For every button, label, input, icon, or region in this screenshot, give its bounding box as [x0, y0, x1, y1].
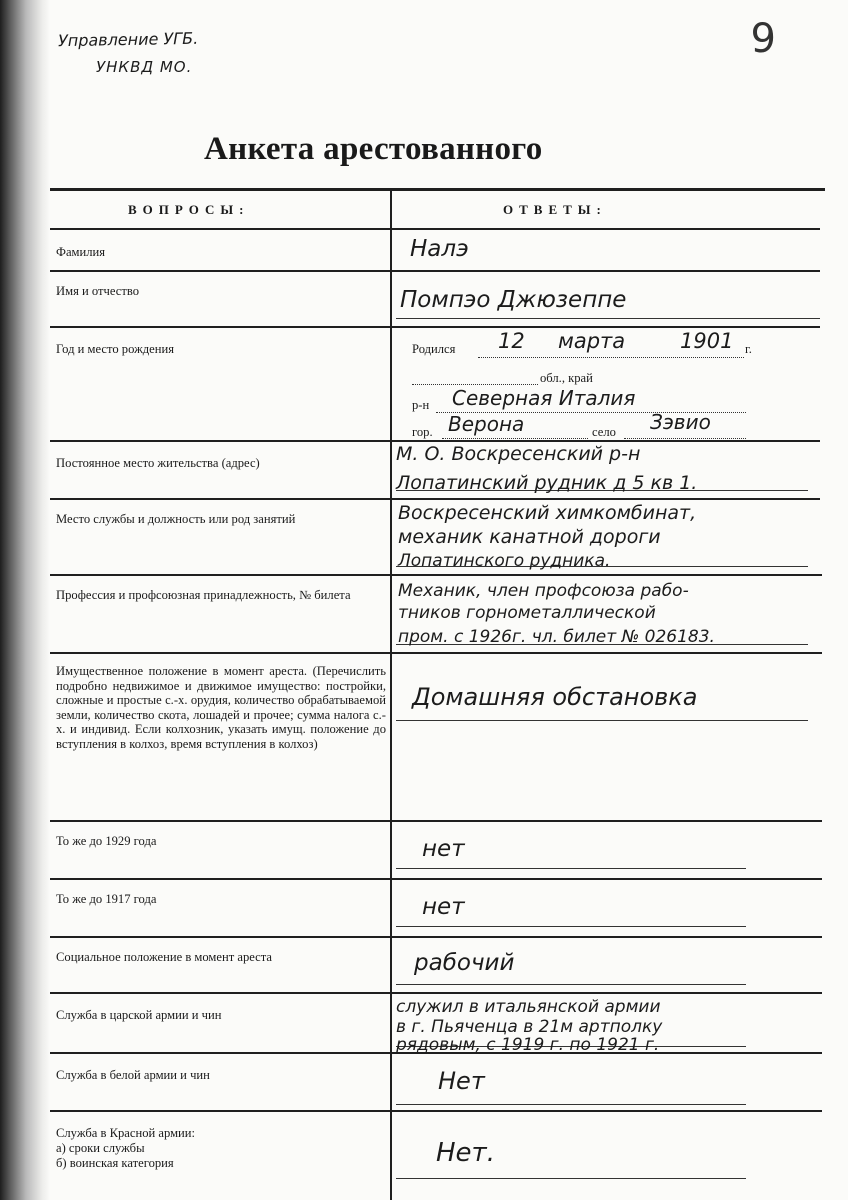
social-status-question: Социальное положение в момент ареста: [56, 950, 273, 964]
column-divider: [390, 188, 392, 1200]
name-answer: Помпэо Джюзеппе: [400, 287, 627, 313]
folio-number: 9: [750, 16, 776, 62]
binding-shadow: [0, 0, 50, 1200]
workplace-question: Место службы и должность или род занятий: [56, 512, 296, 526]
white-army-question: Служба в белой армии и чин: [56, 1068, 210, 1082]
tsarist-army-question: Служба в царской армии и чин: [56, 1008, 222, 1022]
answer-line: [396, 868, 746, 869]
white-army-answer: Нет: [438, 1067, 485, 1095]
born-label: Родился: [412, 342, 456, 356]
row-separator: [50, 270, 820, 272]
answer-line: [396, 1104, 746, 1105]
social-status-answer: рабочий: [414, 950, 515, 976]
tsarist-army-answer-line3: рядовым, с 1919 г. по 1921 г.: [396, 1035, 660, 1055]
birth-question: Год и место рождения: [56, 342, 175, 356]
profession-question: Профессия и профсоюзная принадлежность, № билета: [56, 588, 351, 602]
surname-question: Фамилия: [56, 245, 106, 259]
row-separator: [50, 326, 820, 328]
before-1929-question: То же до 1929 года: [56, 834, 157, 848]
name-question: Имя и отчество: [56, 284, 140, 298]
profession-answer-line1: Механик, член профсоюза рабо-: [398, 581, 689, 601]
red-army-answer: Нет.: [436, 1138, 495, 1168]
answers-column-header: ОТВЕТЫ:: [503, 202, 607, 217]
before-1917-question: То же до 1917 года: [56, 892, 157, 906]
birth-rayon: Северная Италия: [452, 386, 636, 410]
answer-line: [396, 318, 820, 319]
birth-village: Зэвио: [650, 410, 711, 434]
property-answer: Домашняя обстановка: [412, 683, 698, 711]
row-separator: [50, 574, 822, 576]
department-stamp-line1: Управление УГБ.: [57, 28, 199, 51]
workplace-answer-line2: механик канатной дороги: [398, 526, 661, 548]
row-separator: [50, 820, 822, 822]
row-separator: [50, 936, 822, 938]
workplace-answer-line3: Лопатинского рудника.: [398, 551, 611, 571]
before-1917-answer: нет: [422, 894, 465, 920]
profession-answer-line2: тников горнометаллической: [398, 603, 656, 623]
answer-line: [396, 720, 808, 721]
row-separator: [50, 1110, 822, 1112]
answer-line: [396, 1178, 746, 1179]
surname-answer: Налэ: [410, 236, 469, 262]
tsarist-army-answer-line2: в г. Пьяченца в 21м артполку: [396, 1017, 663, 1037]
property-question: Имущественное положение в момент ареста. (Перечислить подробно недвижимое и движимое имущество: постройки, сложные и простые с.-х. орудия, количество обрабатываемой земли, количество скота, лошадей и прочее; сумма налога с.-х. и индивид. Если колхозник, указать имущ. положение до вступления в колхоз, время вступления в колхоз): [56, 664, 386, 751]
row-separator: [50, 878, 822, 880]
oblast-line: [412, 383, 538, 385]
village-line: [624, 437, 746, 439]
red-army-question: Служба в Красной армии:: [56, 1126, 196, 1140]
address-answer-line1: М. О. Воскресенский р-н: [396, 443, 641, 465]
red-army-sub-a: а) сроки службы: [56, 1141, 145, 1155]
row-separator: [50, 652, 822, 654]
questions-column-header: ВОПРОСЫ:: [128, 202, 250, 217]
before-1929-answer: нет: [422, 836, 465, 862]
row-separator: [50, 228, 820, 230]
birth-date-line: [478, 356, 744, 358]
city-label: гор.: [412, 425, 433, 439]
rayon-label: р-н: [412, 398, 430, 412]
department-stamp-line2: УНКВД МО.: [96, 58, 193, 76]
oblast-label: обл., край: [540, 371, 593, 385]
workplace-answer-line1: Воскресенский химкомбинат,: [398, 502, 697, 524]
city-line: [442, 437, 588, 439]
tsarist-army-answer-line1: служил в итальянской армии: [396, 997, 661, 1017]
red-army-sub-b: б) воинская категория: [56, 1156, 174, 1170]
birth-city: Верона: [448, 412, 525, 436]
answer-line: [396, 984, 746, 985]
table-top-rule: [50, 188, 825, 191]
address-question: Постоянное место жительства (адрес): [56, 456, 260, 470]
profession-answer-line3: пром. с 1926г. чл. билет № 026183.: [398, 627, 715, 647]
birth-month: марта: [558, 329, 626, 353]
village-label: село: [592, 425, 616, 439]
birth-year: 1901: [680, 329, 734, 353]
page-title: Анкета арестованного: [204, 131, 543, 167]
address-answer-line2: Лопатинский рудник д 5 кв 1.: [396, 472, 698, 494]
birth-day: 12: [498, 329, 525, 353]
year-suffix: г.: [745, 342, 752, 356]
answer-line: [396, 926, 746, 927]
